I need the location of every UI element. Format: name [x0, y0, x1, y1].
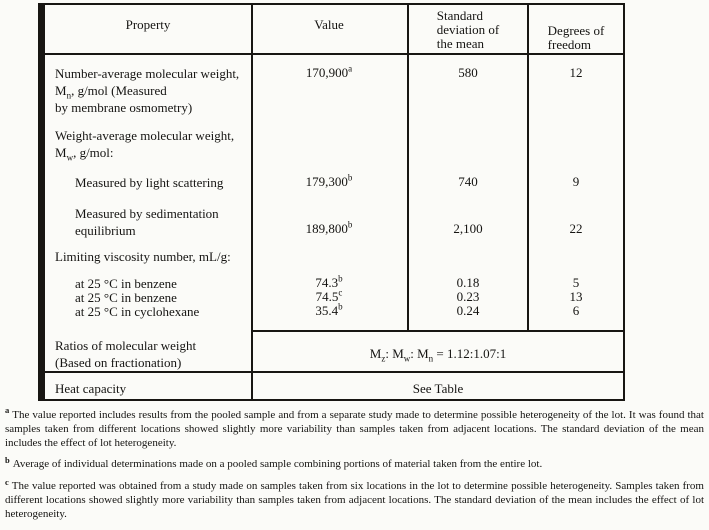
- table-top-border: [38, 3, 625, 5]
- merged-section-divider: [251, 330, 625, 332]
- footnote-c-marker: c: [5, 476, 9, 487]
- value-sedimentation-equilibrium: 189,800$^b$: [305, 219, 353, 236]
- df-light-scattering: 9: [572, 174, 580, 189]
- table-right-border: [623, 3, 625, 401]
- property-light-scattering: Measured by light scattering: [75, 175, 224, 190]
- value-viscosity-benzene-2: 74.5$^c$: [315, 287, 343, 304]
- df-number-average-mw: 12: [569, 65, 583, 80]
- property-limiting-viscosity: Limiting viscosity number, mL/g:: [55, 249, 231, 264]
- footnote-a-marker: a: [5, 405, 10, 416]
- header-degrees-of-freedom: Degrees of freedom: [547, 23, 605, 52]
- sd-viscosity-cyclohexane: 0.24: [456, 303, 480, 318]
- footnote-b-marker: b: [5, 454, 10, 465]
- sd-sedimentation-equilibrium: 2,100: [453, 221, 483, 236]
- property-viscosity-benzene-1: at 25 °C in benzene: [75, 276, 177, 291]
- value-heat-capacity: See Table: [412, 381, 464, 396]
- sd-viscosity-benzene-1: 0.18: [456, 275, 480, 290]
- value-ratios: $M_z$: $M_w$: $M_n$ = 1.12:1.07:1: [369, 346, 507, 364]
- heat-row-divider: [38, 371, 625, 373]
- property-viscosity-cyclohexane: at 25 °C in cyclohexane: [75, 304, 200, 319]
- footnote-c: $^c$ The value reported was obtained from a study made on samples taken from six locations in the lot to determine possible heterogeneity. Samples taken from different locations showed slightly more variability than samples taken from adjacent locations. The standard deviation of the mean includes the effect of lot heterogeneity.: [5, 476, 704, 520]
- df-sedimentation-equilibrium: 22: [569, 221, 583, 236]
- sd-light-scattering: 740: [458, 174, 478, 189]
- df-viscosity-cyclohexane: 6: [572, 303, 580, 318]
- property-ratios: Ratios of molecular weight (Based on fractionation): [55, 338, 197, 370]
- column-divider-property: [251, 3, 253, 399]
- value-light-scattering: 179,300$^b$: [305, 172, 353, 189]
- property-viscosity-benzene-2: at 25 °C in benzene: [75, 290, 177, 305]
- property-number-average-mw: Number-average molecular weight, $M_n$, g/mol (Measured by membrane osmometry): [55, 66, 240, 115]
- header-divider: [38, 53, 625, 55]
- df-viscosity-benzene-1: 5: [572, 275, 580, 290]
- sd-viscosity-benzene-2: 0.23: [456, 289, 480, 304]
- footnote-a: $^a$ The value reported includes results from the pooled sample and from a separate study made to determine possible heterogeneity of the lot. It was found that samples taken from different locations showed slightly more variability than samples taken from adjacent locations. The standard deviation of the mean includes the effect of lot heterogeneity.: [5, 405, 704, 449]
- df-viscosity-benzene-2: 13: [569, 289, 583, 304]
- table-left-border: [38, 3, 45, 401]
- table-bottom-border: [38, 399, 625, 401]
- header-property: Property: [125, 17, 171, 32]
- footnote-b: $^b$ Average of individual determinations made on a pooled sample combining portions of material taken from the entire lot.: [5, 454, 543, 471]
- property-sedimentation-equilibrium: Measured by sedimentation equilibrium: [75, 206, 219, 238]
- property-weight-average-mw: Weight-average molecular weight, $M_w$, g/mol:: [55, 128, 235, 163]
- sd-number-average-mw: 580: [458, 65, 478, 80]
- value-viscosity-cyclohexane: 35.4$^b$: [315, 301, 343, 318]
- property-heat-capacity: Heat capacity: [55, 381, 127, 396]
- value-viscosity-benzene-1: 74.3$^b$: [315, 273, 343, 290]
- footnotes: [5, 405, 704, 530]
- properties-table: [38, 3, 625, 401]
- value-number-average-mw: 170,900$^a$: [305, 63, 353, 80]
- header-value: Value: [314, 17, 344, 32]
- header-standard-deviation: Standard deviation of the mean: [436, 8, 500, 51]
